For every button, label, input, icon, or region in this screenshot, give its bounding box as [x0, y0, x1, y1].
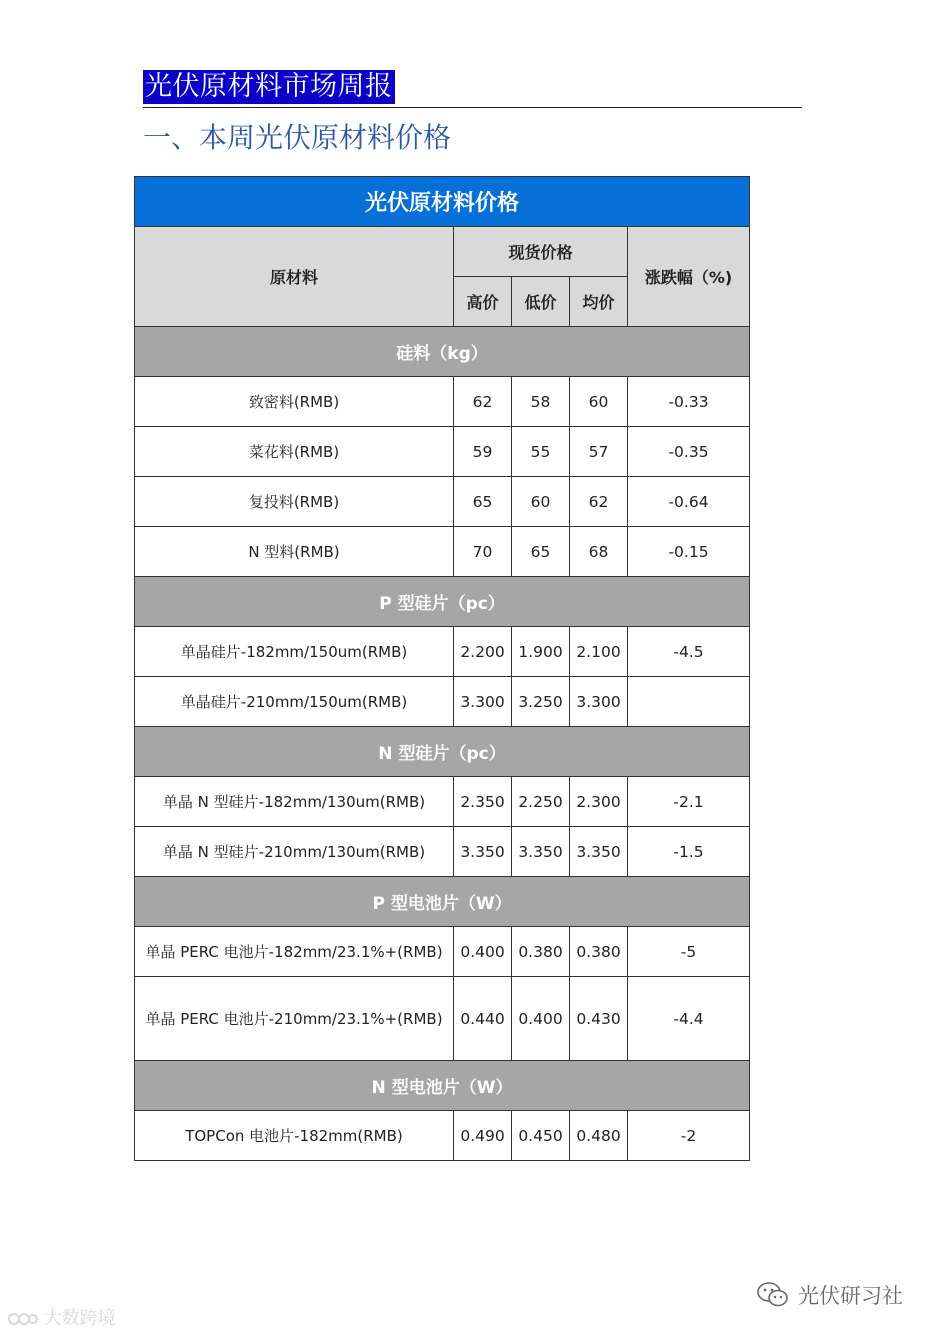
table-banner: 光伏原材料价格: [135, 177, 750, 227]
material-name-cell: 菜花料(RMB): [135, 427, 454, 477]
high-price-cell: 65: [454, 477, 512, 527]
material-name-cell: 单晶硅片-210mm/150um(RMB): [135, 677, 454, 727]
section-heading: 一、本周光伏原材料价格: [143, 121, 452, 154]
table-banner-row: [135, 177, 750, 227]
table-row: [135, 1111, 750, 1161]
category-row: [135, 877, 750, 927]
category-title: 硅料（kg）: [135, 327, 750, 377]
avg-price-cell: 0.480: [570, 1111, 628, 1161]
change-cell: -2: [628, 1111, 750, 1161]
low-price-cell: 2.250: [512, 777, 570, 827]
watermark-right: [756, 1280, 903, 1310]
low-price-cell: 0.400: [512, 977, 570, 1061]
watermark-logo-icon: [8, 1310, 38, 1328]
low-price-cell: 3.250: [512, 677, 570, 727]
avg-price-cell: 0.430: [570, 977, 628, 1061]
material-name-cell: 单晶 PERC 电池片-182mm/23.1%+(RMB): [135, 927, 454, 977]
material-name-cell: 复投料(RMB): [135, 477, 454, 527]
low-price-cell: 3.350: [512, 827, 570, 877]
change-cell: -5: [628, 927, 750, 977]
header-spot-price: 现货价格: [454, 227, 628, 277]
low-price-cell: 0.380: [512, 927, 570, 977]
wechat-icon: [756, 1281, 790, 1309]
material-name-cell: 单晶硅片-182mm/150um(RMB): [135, 627, 454, 677]
table-body: [135, 327, 750, 1161]
low-price-cell: 0.450: [512, 1111, 570, 1161]
high-price-cell: 0.490: [454, 1111, 512, 1161]
category-title: N 型硅片（pc）: [135, 727, 750, 777]
high-price-cell: 2.350: [454, 777, 512, 827]
table-row: [135, 827, 750, 877]
table-row: [135, 677, 750, 727]
change-cell: -0.35: [628, 427, 750, 477]
material-name-cell: 单晶 N 型硅片-210mm/130um(RMB): [135, 827, 454, 877]
high-price-cell: 59: [454, 427, 512, 477]
title-divider: [143, 107, 802, 108]
change-cell: -4.4: [628, 977, 750, 1061]
change-cell: -2.1: [628, 777, 750, 827]
table-row: [135, 377, 750, 427]
change-cell: -0.15: [628, 527, 750, 577]
header-low: 低价: [512, 277, 570, 327]
change-cell: -0.33: [628, 377, 750, 427]
low-price-cell: 60: [512, 477, 570, 527]
table-row: [135, 527, 750, 577]
watermark-right-text: 光伏研习社: [798, 1284, 903, 1308]
avg-price-cell: 62: [570, 477, 628, 527]
high-price-cell: 0.440: [454, 977, 512, 1061]
avg-price-cell: 2.100: [570, 627, 628, 677]
low-price-cell: 65: [512, 527, 570, 577]
avg-price-cell: 0.380: [570, 927, 628, 977]
change-cell: -4.5: [628, 627, 750, 677]
avg-price-cell: 60: [570, 377, 628, 427]
low-price-cell: 55: [512, 427, 570, 477]
category-title: N 型电池片（W）: [135, 1061, 750, 1111]
change-cell: [628, 677, 750, 727]
category-row: [135, 327, 750, 377]
avg-price-cell: 57: [570, 427, 628, 477]
change-cell: -1.5: [628, 827, 750, 877]
high-price-cell: 2.200: [454, 627, 512, 677]
low-price-cell: 58: [512, 377, 570, 427]
material-name-cell: N 型料(RMB): [135, 527, 454, 577]
header-row-1: [135, 227, 750, 277]
avg-price-cell: 3.300: [570, 677, 628, 727]
material-name-cell: 单晶 N 型硅片-182mm/130um(RMB): [135, 777, 454, 827]
document-title: 光伏原材料市场周报: [145, 71, 393, 102]
high-price-cell: 3.350: [454, 827, 512, 877]
category-row: [135, 727, 750, 777]
header-avg: 均价: [570, 277, 628, 327]
change-cell: -0.64: [628, 477, 750, 527]
avg-price-cell: 3.350: [570, 827, 628, 877]
table-row: [135, 977, 750, 1061]
table-row: [135, 477, 750, 527]
material-name-cell: 致密料(RMB): [135, 377, 454, 427]
category-row: [135, 577, 750, 627]
avg-price-cell: 68: [570, 527, 628, 577]
watermark-left-text: 大数跨境: [43, 1308, 116, 1329]
avg-price-cell: 2.300: [570, 777, 628, 827]
high-price-cell: 62: [454, 377, 512, 427]
category-title: P 型硅片（pc）: [135, 577, 750, 627]
table-row: [135, 627, 750, 677]
category-row: [135, 1061, 750, 1111]
watermark-left: [8, 1304, 116, 1330]
table-row: [135, 777, 750, 827]
material-name-cell: 单晶 PERC 电池片-210mm/23.1%+(RMB): [135, 977, 454, 1061]
table-row: [135, 427, 750, 477]
high-price-cell: 0.400: [454, 927, 512, 977]
category-title: P 型电池片（W）: [135, 877, 750, 927]
header-change: 涨跌幅（%): [628, 227, 750, 327]
table-row: [135, 927, 750, 977]
price-table: [134, 176, 750, 1161]
high-price-cell: 70: [454, 527, 512, 577]
low-price-cell: 1.900: [512, 627, 570, 677]
header-material: 原材料: [135, 227, 454, 327]
material-name-cell: TOPCon 电池片-182mm(RMB): [135, 1111, 454, 1161]
high-price-cell: 3.300: [454, 677, 512, 727]
header-high: 高价: [454, 277, 512, 327]
